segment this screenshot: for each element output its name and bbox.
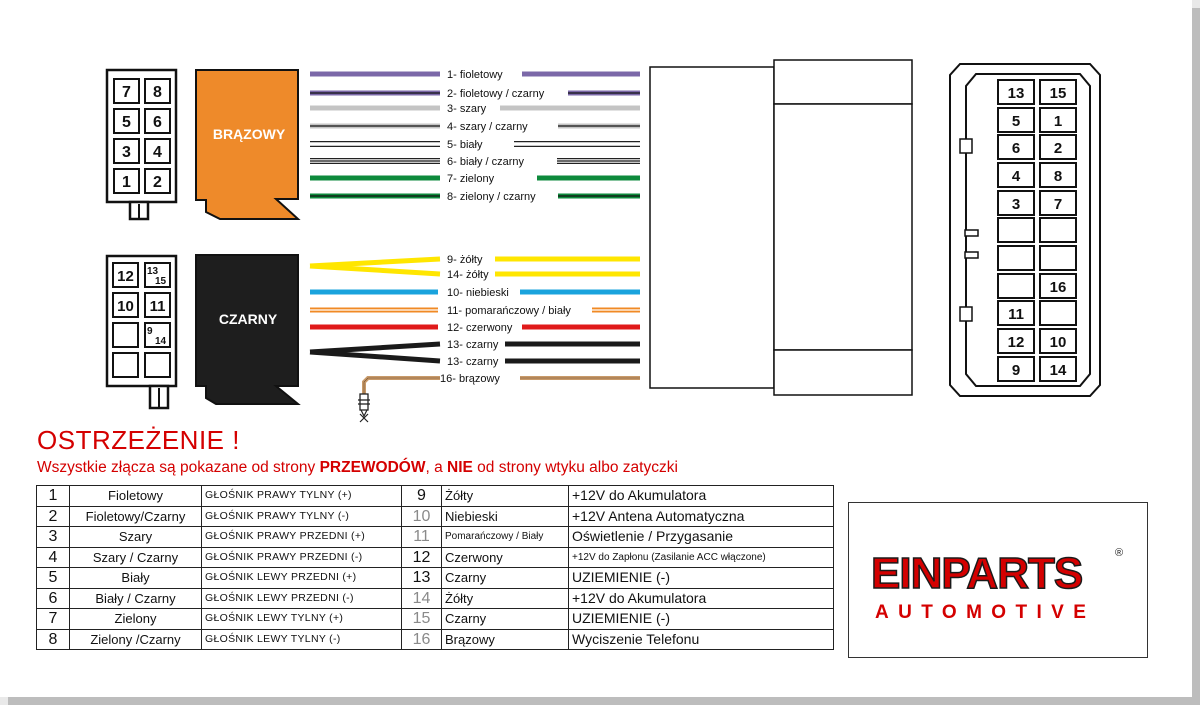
pin-number: 4 [37,547,70,568]
pin-function-table [36,485,834,650]
wire-color: Żółty [442,588,569,609]
pin-function: GŁOŚNIK PRAWY TYLNY (+) [202,486,402,507]
pin-5-label: 5 [122,114,131,131]
pin-13-label: 13 [147,266,159,277]
headunit-plug-face [950,64,1100,396]
wire-color: Czarny [442,609,569,630]
headunit-plug-side [650,60,912,395]
pin-function: +12V do Zapłonu (Zasilanie ACC włączone) [569,547,834,568]
pin-number: 11 [402,527,442,548]
wire-color: Fioletowy [70,486,202,507]
pin-function: UZIEMIENIE (-) [569,609,834,630]
pin-number: 12 [402,547,442,568]
table-row [37,486,834,507]
black-connector-block [196,255,298,404]
warning-text-c: , a [425,459,448,476]
wire-color: Czarny [442,568,569,589]
table-row [37,506,834,527]
pin-3-label: 3 [122,144,131,161]
wire-label: 16- brązowy [440,373,500,385]
pin-function: Oświetlenie / Przygasanie [569,527,834,548]
pin-function: Wyciszenie Telefonu [569,629,834,650]
pin-8-label: 8 [153,84,162,101]
wire-label: 7- zielony [447,173,495,185]
rpin-14-label: 14 [1049,362,1067,379]
pin-number: 1 [37,486,70,507]
warning-text [37,459,678,477]
rpin-15-label: 15 [1049,85,1067,102]
table-row [37,568,834,589]
rpin-11-label: 11 [1008,306,1024,323]
rpin-6-label: 6 [1011,140,1021,157]
table-row [37,547,834,568]
rpin-8-label: 8 [1053,168,1063,185]
pin-function: GŁOŚNIK LEWY PRZEDNI (-) [202,588,402,609]
pin-function: GŁOŚNIK LEWY TYLNY (+) [202,609,402,630]
wires [310,69,640,385]
wire-color: Biały / Czarny [70,588,202,609]
pin-function: +12V Antena Automatyczna [569,506,834,527]
wire-color: Fioletowy/Czarny [70,506,202,527]
pin-6-label: 6 [153,114,162,131]
wire-color: Biały [70,568,202,589]
wire-yellow [310,266,440,274]
wire-black [310,344,440,352]
wire-color: Pomarańczowy / Biały [442,527,569,548]
wire-label: 1- fioletowy [447,69,503,81]
table-row [37,588,834,609]
einparts-logo: EINPARTS [871,549,1083,598]
rpin-3-label: 3 [1011,196,1021,213]
pin-15-label: 15 [155,276,167,287]
pin-number: 3 [37,527,70,548]
wire-label: 10- niebieski [447,287,509,299]
rpin-9-label: 9 [1011,362,1021,379]
pin-function: GŁOŚNIK PRAWY PRZEDNI (+) [202,527,402,548]
pin-number: 16 [402,629,442,650]
wire-color: Brązowy [442,629,569,650]
pin-number: 6 [37,588,70,609]
rpin-5-label: 5 [1011,113,1021,130]
rpin-1-label: 1 [1053,113,1063,130]
wire-label: 13- czarny [447,356,499,368]
phone-mute-terminal [358,378,440,422]
wire-label: 8- zielony / czarny [447,191,536,203]
pin-number: 5 [37,568,70,589]
pin-number: 14 [402,588,442,609]
wire-color: Szary [70,527,202,548]
pin-number: 15 [402,609,442,630]
rpin-10-label: 10 [1049,334,1067,351]
wire-color: Niebieski [442,506,569,527]
wire-label: 9- żółty [447,254,483,266]
rpin-4-label: 4 [1011,168,1021,185]
logo-subtitle: AUTOMOTIVE [875,602,1096,623]
pin-4-label: 4 [153,144,162,161]
pin-number: 10 [402,506,442,527]
wire-label: 4- szary / czarny [447,121,528,133]
table-row [37,609,834,630]
wire-color: Żółty [442,486,569,507]
registered-mark: ® [1115,547,1124,559]
rpin-13-label: 13 [1007,85,1025,102]
iso-connector-bottom-face [107,256,176,408]
warning-title: OSTRZEŻENIE ! [37,425,240,455]
rpin-7-label: 7 [1053,196,1063,213]
warning-text-d: NIE [447,459,473,476]
warning-text-b: PRZEWODÓW [319,459,426,476]
wire-label: 14- żółty [447,269,489,281]
rpin-12-label: 12 [1007,334,1025,351]
pin-function: GŁOŚNIK PRAWY TYLNY (-) [202,506,402,527]
wire-label: 6- biały / czarny [447,156,525,168]
wire-color: Szary / Czarny [70,547,202,568]
wire-label: 11- pomarańczowy / biały [447,305,571,317]
pin-number: 2 [37,506,70,527]
pin-12-label: 12 [117,268,134,285]
einparts-logo-box [848,502,1148,658]
pin-function: +12V do Akumulatora [569,588,834,609]
pin-7-label: 7 [122,84,131,101]
wire-label: 3- szary [447,103,487,115]
pin-number: 9 [402,486,442,507]
black-connector-label: CZARNY [218,311,278,327]
pin-9-label: 9 [147,326,153,337]
rpin-16-label: 16 [1049,279,1067,296]
table-row [37,527,834,548]
pin-10-label: 10 [117,298,134,315]
warning-text-e: od strony wtyku albo zatyczki [472,459,678,476]
pin-number: 13 [402,568,442,589]
pin-function: UZIEMIENIE (-) [569,568,834,589]
pin-function: GŁOŚNIK LEWY PRZEDNI (+) [202,568,402,589]
pin-function: GŁOŚNIK LEWY TYLNY (-) [202,629,402,650]
pin-number: 7 [37,609,70,630]
wire-black [310,352,440,361]
pin-function: GŁOŚNIK PRAWY PRZEDNI (-) [202,547,402,568]
brown-connector-block [196,70,298,219]
wire-label: 13- czarny [447,339,499,351]
table-row [37,629,834,650]
wire-label: 2- fioletowy / czarny [447,88,545,100]
pin-2-label: 2 [153,174,162,191]
wire-label: 5- biały [447,139,483,151]
rpin-2-label: 2 [1053,140,1063,157]
pin-14-label: 14 [155,336,167,347]
pin-function: +12V do Akumulatora [569,486,834,507]
brown-connector-label: BRĄZOWY [212,126,286,142]
wire-color: Zielony [70,609,202,630]
pin-11-label: 11 [149,298,166,315]
warning-text-a: Wszystkie złącza są pokazane od strony [37,459,320,476]
wire-color: Zielony /Czarny [70,629,202,650]
pin-number: 8 [37,629,70,650]
pin-1-label: 1 [122,174,131,191]
wire-label: 12- czerwony [447,322,513,334]
iso-connector-top-face [107,70,176,219]
wire-color: Czerwony [442,547,569,568]
